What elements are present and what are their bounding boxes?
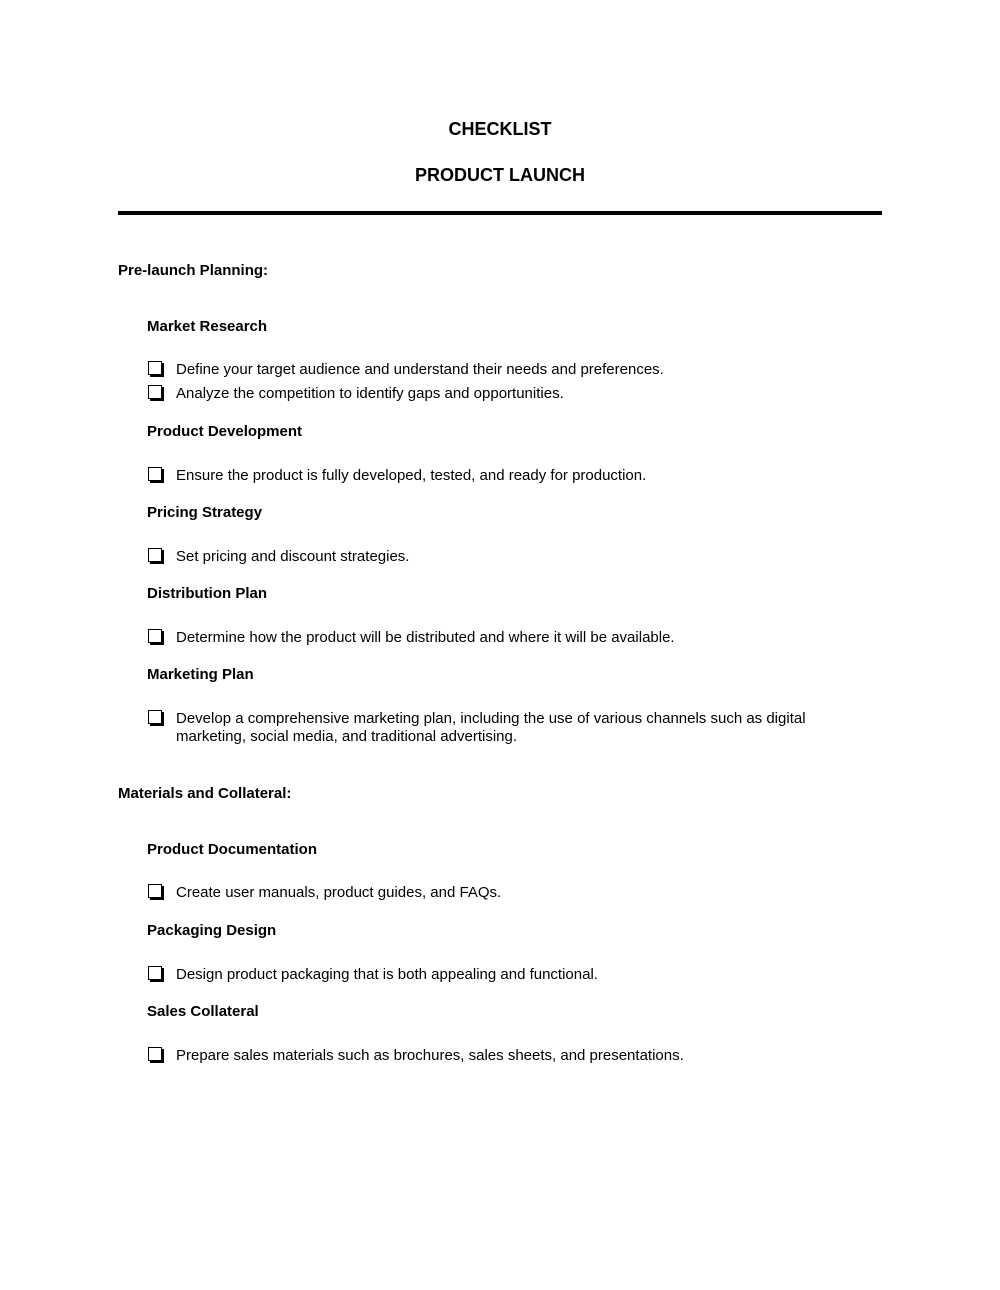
checklist-item (148, 710, 878, 746)
checklist-item (148, 629, 878, 647)
document-title: CHECKLIST (448, 119, 552, 139)
checklist-item-text: Prepare sales materials such as brochures, sales sheets, and presentations. (176, 1047, 684, 1064)
checklist-item-text: Create user manuals, product guides, and FAQs. (176, 884, 502, 901)
section-heading-materials-and-collateral: Materials and Collateral: (118, 785, 292, 802)
checklist-item (148, 548, 878, 566)
checkbox-icon[interactable] (148, 548, 164, 564)
checklist-item-text: Analyze the competition to identify gaps and opportunities. (176, 385, 564, 402)
subheading-product-development: Product Development (147, 423, 303, 440)
checklist-item-text: Design product packaging that is both appealing and functional. (176, 966, 598, 983)
checklist-item (148, 1047, 878, 1065)
checklist-item (148, 467, 878, 485)
subheading-sales-collateral: Sales Collateral (147, 1003, 259, 1020)
subheading-packaging-design: Packaging Design (147, 922, 277, 939)
checklist-item-text: Ensure the product is fully developed, tested, and ready for production. (176, 467, 647, 484)
subheading-pricing-strategy: Pricing Strategy (147, 504, 263, 521)
checkbox-icon[interactable] (148, 629, 164, 645)
checkbox-icon[interactable] (148, 467, 164, 483)
subheading-market-research: Market Research (147, 318, 268, 335)
subheading-marketing-plan: Marketing Plan (147, 666, 254, 683)
checklist-item (148, 385, 878, 403)
checkbox-icon[interactable] (148, 884, 164, 900)
checkbox-icon[interactable] (148, 710, 164, 726)
checkbox-icon[interactable] (148, 385, 164, 401)
checkbox-icon[interactable] (148, 966, 164, 982)
checklist-item-text: Set pricing and discount strategies. (176, 548, 410, 565)
checklist-item-text: Define your target audience and understand their needs and preferences. (176, 361, 664, 378)
checkbox-icon[interactable] (148, 1047, 164, 1063)
subheading-distribution-plan: Distribution Plan (147, 585, 267, 602)
checklist-item-text: Determine how the product will be distributed and where it will be available. (176, 629, 675, 646)
checkbox-icon[interactable] (148, 361, 164, 377)
checklist-item (148, 884, 878, 902)
document-subtitle: PRODUCT LAUNCH (415, 165, 585, 185)
checklist-item-text: Develop a comprehensive marketing plan, including the use of various channels such as digital marketing, social media, and traditional advertising. (176, 710, 806, 745)
header-divider (118, 211, 882, 215)
checklist-item (148, 966, 878, 984)
section-heading-pre-launch-planning: Pre-launch Planning: (118, 262, 269, 279)
checklist-item (148, 361, 878, 379)
subheading-product-documentation: Product Documentation (147, 841, 318, 858)
